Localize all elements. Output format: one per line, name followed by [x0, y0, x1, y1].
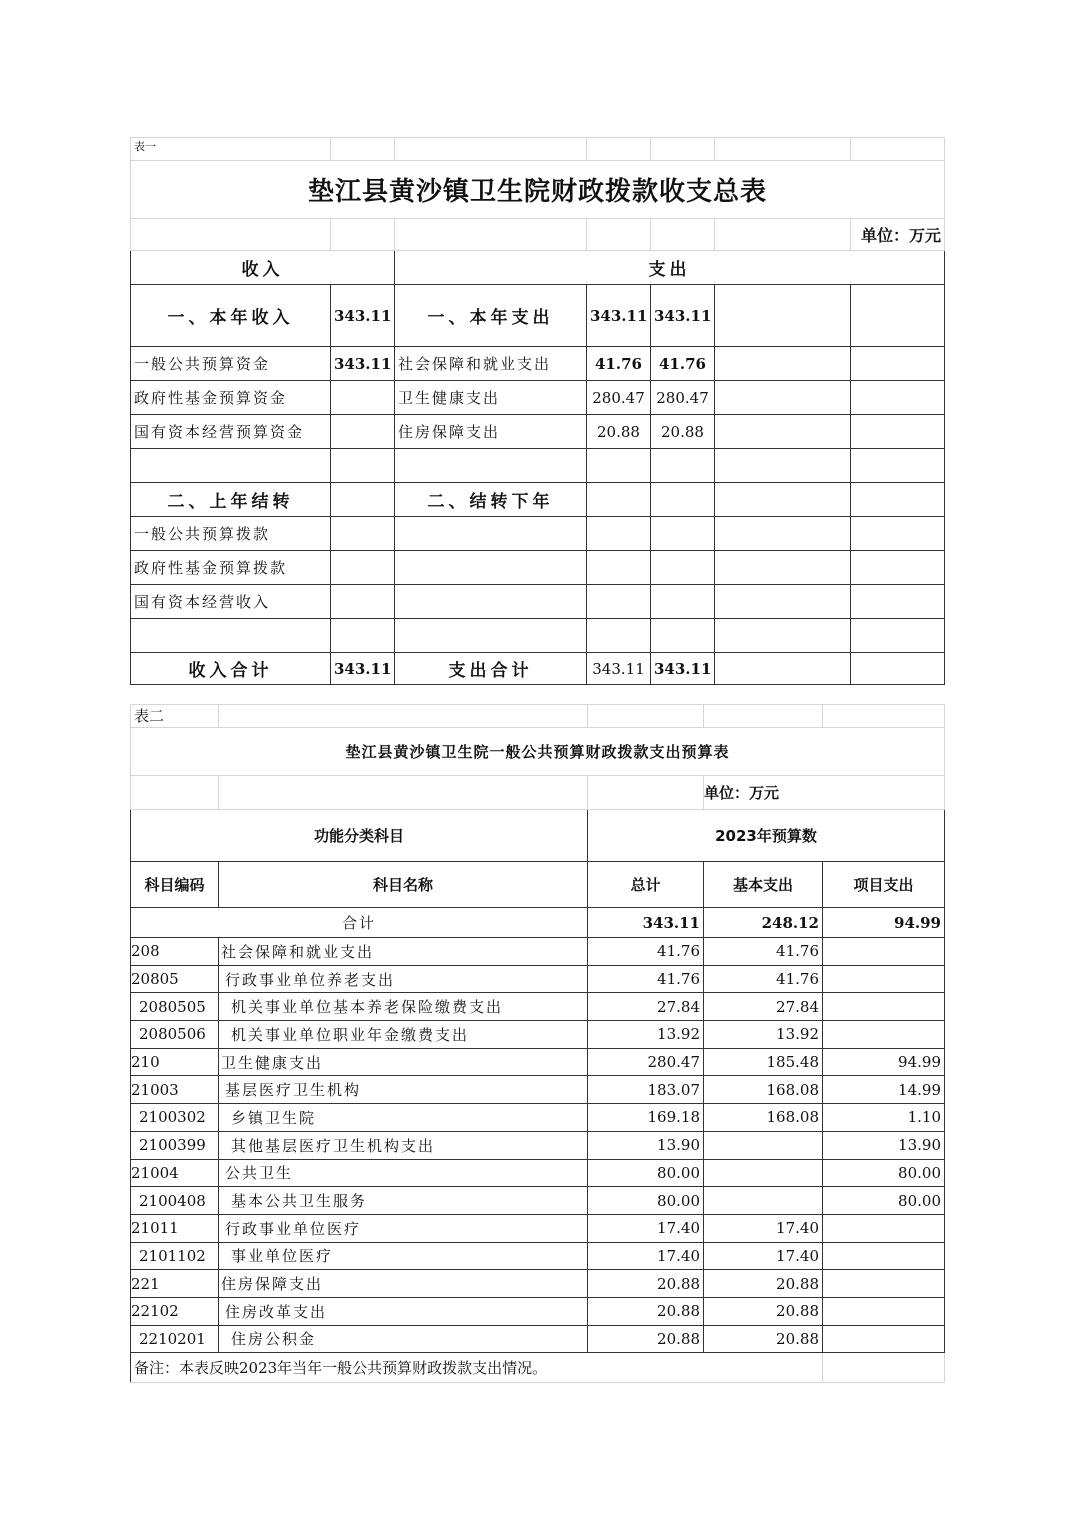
- subject-name: 住房改革支出: [219, 1297, 588, 1325]
- income-item: 一般公共预算资金: [131, 347, 331, 381]
- value-basic: 17.40: [704, 1214, 823, 1242]
- expense-value-a: 20.88: [587, 415, 651, 449]
- subject-code: 22102: [131, 1297, 219, 1325]
- value-basic: [704, 1131, 823, 1159]
- subject-code: 21003: [131, 1076, 219, 1104]
- expense-value-b: 280.47: [651, 381, 715, 415]
- value-total: 80.00: [588, 1187, 704, 1215]
- value-basic: 17.40: [704, 1242, 823, 1270]
- income-section-prior-year: 二、上年结转: [131, 483, 331, 517]
- value-total: 20.88: [588, 1297, 704, 1325]
- header-function-classification: 功能分类科目: [131, 810, 588, 862]
- value-project: [823, 1242, 945, 1270]
- expense-value-b: 20.88: [651, 415, 715, 449]
- value-project: [823, 1325, 945, 1353]
- subject-name: 行政事业单位养老支出: [219, 965, 588, 993]
- subject-name: 乡镇卫生院: [219, 1104, 588, 1132]
- income-header: 收入: [131, 251, 395, 285]
- table-tag: 表一: [131, 138, 331, 161]
- table-row: [131, 1076, 945, 1104]
- footnote: 备注：本表反映2023年当年一般公共预算财政拨款支出情况。: [131, 1353, 823, 1383]
- value-project: [823, 993, 945, 1021]
- value-basic: 20.88: [704, 1297, 823, 1325]
- value-total: 17.40: [588, 1214, 704, 1242]
- value-total: 280.47: [588, 1048, 704, 1076]
- value-total: 27.84: [588, 993, 704, 1021]
- sum-total: 343.11: [588, 908, 704, 938]
- value-project: [823, 965, 945, 993]
- subject-code: 21004: [131, 1159, 219, 1187]
- subject-code: 21011: [131, 1214, 219, 1242]
- value-basic: 20.88: [704, 1325, 823, 1353]
- expense-total-value-b: 343.11: [651, 653, 715, 685]
- subject-code: 2100399: [131, 1131, 219, 1159]
- value-total: 17.40: [588, 1242, 704, 1270]
- income-item: 政府性基金预算资金: [131, 381, 331, 415]
- subject-name: 公共卫生: [219, 1159, 588, 1187]
- value-total: 80.00: [588, 1159, 704, 1187]
- header-budget-year: 2023年预算数: [588, 810, 945, 862]
- subject-code: 208: [131, 938, 219, 966]
- subject-code: 221: [131, 1270, 219, 1298]
- value-total: 13.92: [588, 1021, 704, 1049]
- general-budget-expenditure-sheet: [130, 704, 944, 1383]
- value-project: 1.10: [823, 1104, 945, 1132]
- expense-value-a: 41.76: [587, 347, 651, 381]
- value-basic: 20.88: [704, 1270, 823, 1298]
- subject-code: 2101102: [131, 1242, 219, 1270]
- income-value: [331, 415, 395, 449]
- column-header-basic: 基本支出: [704, 862, 823, 908]
- value-total: 20.88: [588, 1270, 704, 1298]
- table-row: [131, 415, 945, 449]
- expense-value-b: 41.76: [651, 347, 715, 381]
- income-value: 343.11: [331, 347, 395, 381]
- expense-item: 社会保障和就业支出: [395, 347, 587, 381]
- value-total: 41.76: [588, 965, 704, 993]
- table-row: [131, 1048, 945, 1076]
- expense-total-value-a: 343.11: [587, 653, 651, 685]
- expense-value-a: 280.47: [587, 381, 651, 415]
- value-project: 80.00: [823, 1187, 945, 1215]
- subject-code: 2100408: [131, 1187, 219, 1215]
- value-total: 13.90: [588, 1131, 704, 1159]
- table-row: [131, 993, 945, 1021]
- subject-name: 住房公积金: [219, 1325, 588, 1353]
- revenue-expenditure-summary-sheet: [130, 137, 944, 685]
- value-basic: 185.48: [704, 1048, 823, 1076]
- subject-name: 住房保障支出: [219, 1270, 588, 1298]
- expense-header: 支出: [395, 251, 945, 285]
- value-basic: 27.84: [704, 993, 823, 1021]
- sum-label: 合计: [131, 908, 588, 938]
- table-row: [131, 1021, 945, 1049]
- value-basic: [704, 1187, 823, 1215]
- subject-name: 基本公共卫生服务: [219, 1187, 588, 1215]
- value-basic: 168.08: [704, 1104, 823, 1132]
- subject-name: 机关事业单位职业年金缴费支出: [219, 1021, 588, 1049]
- unit-label: 单位：万元: [704, 776, 945, 810]
- subject-code: 210: [131, 1048, 219, 1076]
- table-row: [131, 1214, 945, 1242]
- value-basic: [704, 1159, 823, 1187]
- income-value: [331, 381, 395, 415]
- subject-name: 卫生健康支出: [219, 1048, 588, 1076]
- subject-name: 行政事业单位医疗: [219, 1214, 588, 1242]
- income-item: 一般公共预算拨款: [131, 517, 331, 551]
- expense-item: 卫生健康支出: [395, 381, 587, 415]
- expense-item: 住房保障支出: [395, 415, 587, 449]
- value-project: [823, 1021, 945, 1049]
- expense-section-current-year: 一、本年支出: [395, 285, 587, 347]
- income-item: 国有资本经营预算资金: [131, 415, 331, 449]
- unit-label: 单位：万元: [851, 219, 945, 251]
- subject-code: 2080505: [131, 993, 219, 1021]
- income-section-current-year-value: 343.11: [331, 285, 395, 347]
- column-header-name: 科目名称: [219, 862, 588, 908]
- expense-section-current-year-value-b: 343.11: [651, 285, 715, 347]
- table-row: [131, 965, 945, 993]
- subject-name: 社会保障和就业支出: [219, 938, 588, 966]
- table-row: [131, 1187, 945, 1215]
- expense-section-current-year-value-a: 343.11: [587, 285, 651, 347]
- table-row: [131, 1104, 945, 1132]
- table-row: [131, 1242, 945, 1270]
- value-project: [823, 1270, 945, 1298]
- value-total: 41.76: [588, 938, 704, 966]
- subject-code: 2080506: [131, 1021, 219, 1049]
- subject-code: 20805: [131, 965, 219, 993]
- value-project: [823, 938, 945, 966]
- subject-name: 其他基层医疗卫生机构支出: [219, 1131, 588, 1159]
- table-row: [131, 551, 945, 585]
- subject-name: 基层医疗卫生机构: [219, 1076, 588, 1104]
- value-total: 183.07: [588, 1076, 704, 1104]
- budget-expenditure-table: [130, 704, 945, 1383]
- income-item: 国有资本经营收入: [131, 585, 331, 619]
- subject-name: 事业单位医疗: [219, 1242, 588, 1270]
- value-project: 80.00: [823, 1159, 945, 1187]
- table-row: [131, 619, 945, 653]
- expense-section-carry-forward: 二、结转下年: [395, 483, 587, 517]
- table-row: [131, 381, 945, 415]
- value-project: 94.99: [823, 1048, 945, 1076]
- table-row: [131, 449, 945, 483]
- value-project: 14.99: [823, 1076, 945, 1104]
- value-basic: 168.08: [704, 1076, 823, 1104]
- value-basic: 13.92: [704, 1021, 823, 1049]
- income-section-current-year: 一、本年收入: [131, 285, 331, 347]
- table-row: [131, 1131, 945, 1159]
- table-tag: 表二: [131, 705, 219, 728]
- table-row: [131, 938, 945, 966]
- sum-project: 94.99: [823, 908, 945, 938]
- column-header-code: 科目编码: [131, 862, 219, 908]
- table-title: 垫江县黄沙镇卫生院财政拨款收支总表: [131, 161, 945, 219]
- table-row: [131, 585, 945, 619]
- table-row: [131, 517, 945, 551]
- value-total: 169.18: [588, 1104, 704, 1132]
- value-total: 20.88: [588, 1325, 704, 1353]
- table-row: [131, 1159, 945, 1187]
- value-project: [823, 1297, 945, 1325]
- subject-code: 2100302: [131, 1104, 219, 1132]
- value-project: [823, 1214, 945, 1242]
- value-project: 13.90: [823, 1131, 945, 1159]
- summary-table: [130, 137, 945, 685]
- expense-total-label: 支出合计: [395, 653, 587, 685]
- subject-name: 机关事业单位基本养老保险缴费支出: [219, 993, 588, 1021]
- table-row: [131, 1297, 945, 1325]
- table-row: [131, 1325, 945, 1353]
- table-title: 垫江县黄沙镇卫生院一般公共预算财政拨款支出预算表: [131, 728, 945, 776]
- subject-code: 2210201: [131, 1325, 219, 1353]
- income-total-value: 343.11: [331, 653, 395, 685]
- table-row: [131, 347, 945, 381]
- income-item: 政府性基金预算拨款: [131, 551, 331, 585]
- table-row: [131, 1270, 945, 1298]
- value-basic: 41.76: [704, 938, 823, 966]
- column-header-project: 项目支出: [823, 862, 945, 908]
- sum-basic: 248.12: [704, 908, 823, 938]
- income-total-label: 收入合计: [131, 653, 331, 685]
- value-basic: 41.76: [704, 965, 823, 993]
- column-header-total: 总计: [588, 862, 704, 908]
